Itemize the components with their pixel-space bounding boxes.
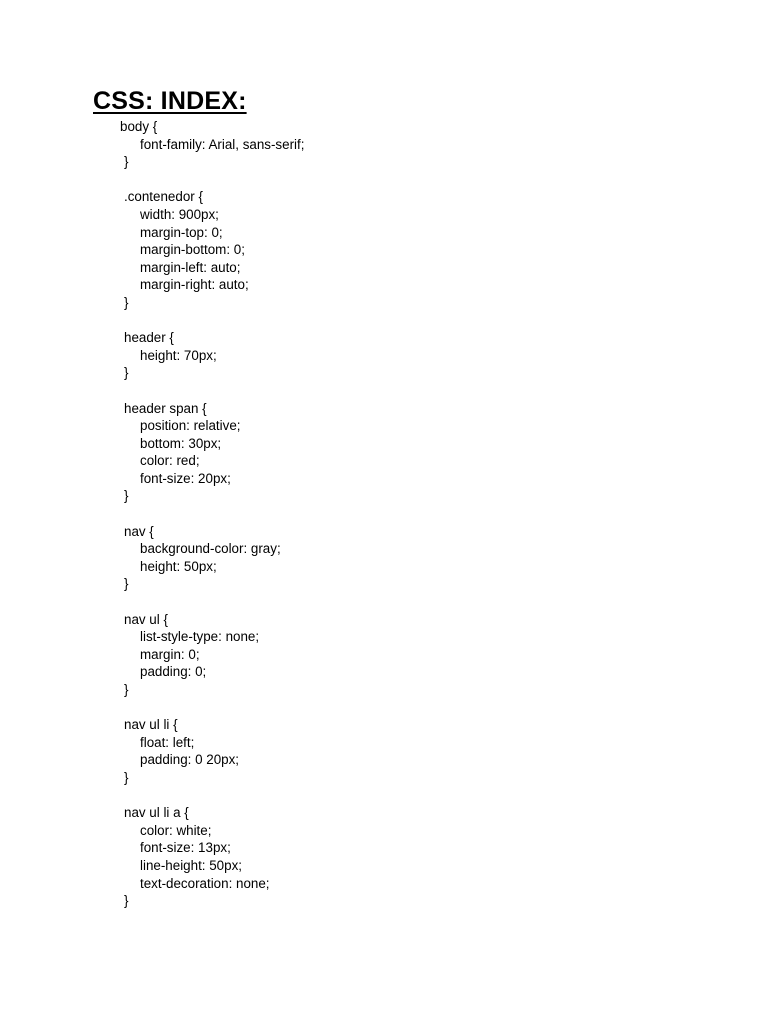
css-selector-line: nav { xyxy=(124,523,154,539)
css-declaration-line: position: relative; xyxy=(140,418,241,434)
css-declaration-line: margin-top: 0; xyxy=(140,224,223,240)
css-selector-line: } xyxy=(124,154,129,170)
css-declaration-line: font-size: 13px; xyxy=(140,840,231,856)
css-declaration-line: bottom: 30px; xyxy=(140,435,222,451)
blank-line xyxy=(0,505,768,523)
css-selector-line: } xyxy=(124,682,129,697)
css-declaration-line: font-family: Arial, sans-serif; xyxy=(140,136,305,152)
css-selector-line: nav ul li a { xyxy=(124,805,189,821)
css-selector-line: } xyxy=(124,488,129,504)
css-selector-line: .contenedor { xyxy=(124,189,203,205)
css-selector-line: header { xyxy=(124,330,174,346)
css-declaration-line: margin-bottom: 0; xyxy=(140,242,245,258)
css-declaration-line: margin: 0; xyxy=(140,646,200,662)
css-declaration-line: margin-right: auto; xyxy=(140,277,249,293)
css-code-block xyxy=(0,118,768,910)
css-declaration-line: line-height: 50px; xyxy=(140,857,242,873)
css-declaration-line: height: 50px; xyxy=(140,558,217,574)
blank-line xyxy=(0,699,768,717)
css-declaration-line: background-color: gray; xyxy=(140,541,281,557)
blank-line xyxy=(0,382,768,400)
css-declaration-line: width: 900px; xyxy=(140,206,219,222)
css-selector-line: nav ul li { xyxy=(124,717,178,733)
css-declaration-line: float: left; xyxy=(140,734,195,750)
blank-line xyxy=(0,171,768,189)
css-declaration-line: color: white; xyxy=(140,822,212,838)
blank-line xyxy=(0,593,768,611)
css-declaration-line: text-decoration: none; xyxy=(140,875,270,891)
css-declaration-line: list-style-type: none; xyxy=(140,629,260,645)
css-selector-line: } xyxy=(124,893,129,909)
css-declaration-line: color: red; xyxy=(140,453,200,469)
css-selector-line: } xyxy=(124,365,129,381)
css-selector-line: header span { xyxy=(124,400,207,416)
css-declaration-line: padding: 0; xyxy=(140,664,207,680)
css-declaration-line: height: 70px; xyxy=(140,347,217,363)
css-selector-line: } xyxy=(124,294,129,310)
css-selector-line: body { xyxy=(120,119,158,134)
css-declaration-line: margin-left: auto; xyxy=(140,259,241,275)
blank-line xyxy=(0,787,768,805)
css-selector-line: nav ul { xyxy=(124,611,168,627)
css-declaration-line: padding: 0 20px; xyxy=(140,752,240,768)
blank-line xyxy=(0,312,768,330)
css-declaration-line: font-size: 20px; xyxy=(140,470,231,486)
css-selector-line: } xyxy=(124,576,129,592)
css-selector-line: } xyxy=(124,769,129,785)
document-title: CSS: INDEX: xyxy=(93,87,247,115)
